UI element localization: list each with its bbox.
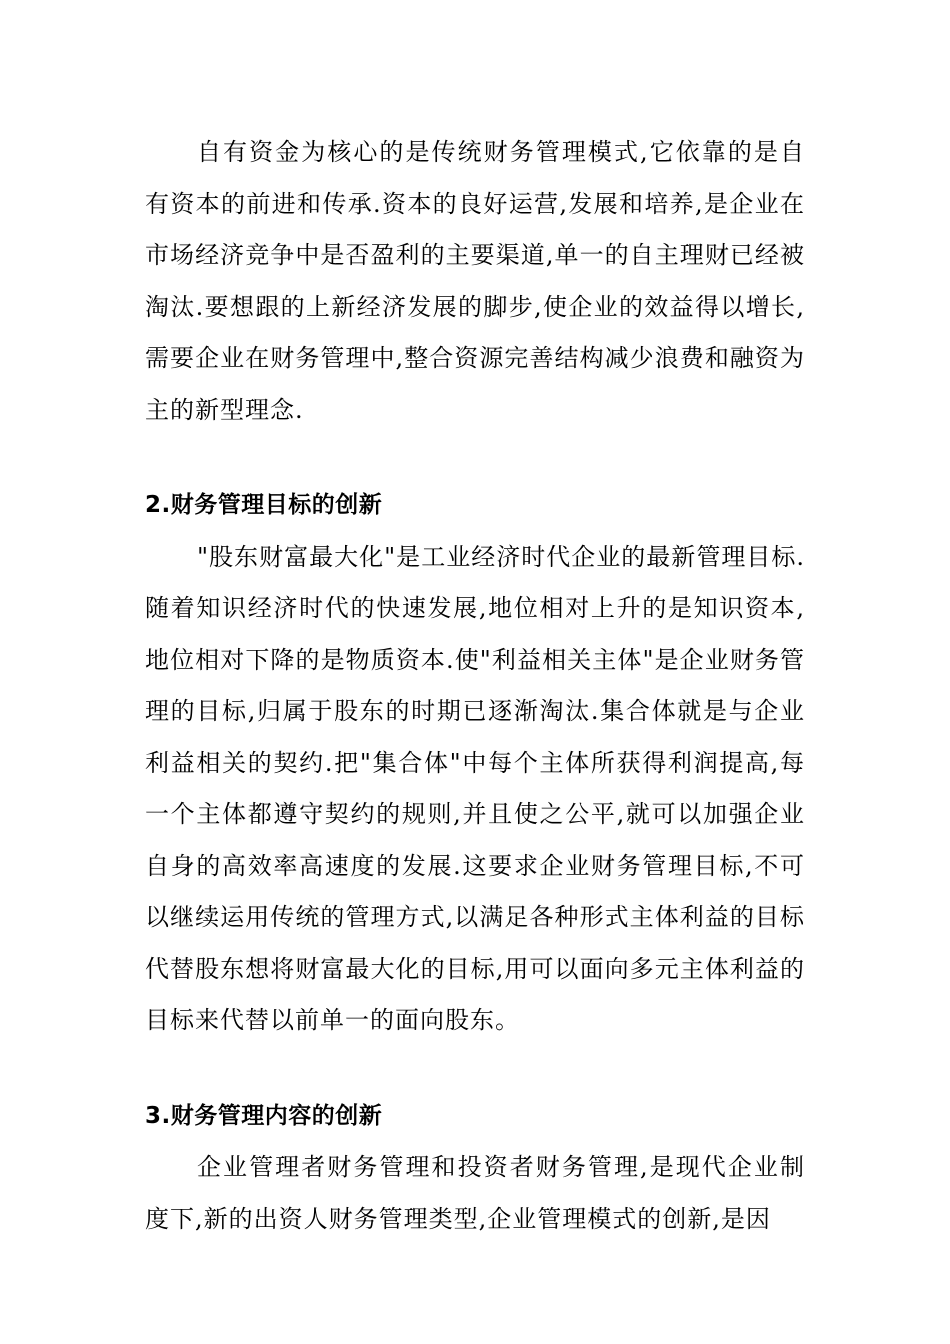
section-heading-content: 3.财务管理内容的创新 <box>145 1102 383 1129</box>
section-heading-goals: 2.财务管理目标的创新 <box>145 492 383 518</box>
body-paragraph: 自有资金为核心的是传统财务管理模式,它依靠的是自有资本的前进和传承.资本的良好运营,发展和培养,是企业在市场经济竞争中是否盈利的主要渠道,单一的自主理财已经被淘汰.要想跟的上新经济发展的脚步,使企业的效益得以增长,需要企业在财务管理中,整合资源完善结构减少浪费和融资为主的新型理念. <box>145 138 805 424</box>
body-paragraph: "股东财富最大化"是工业经济时代企业的最新管理目标.随着知识经济时代的快速发展,地位相对上升的是知识资本,地位相对下降的是物质资本.使"利益相关主体"是企业财务管理的目标,归属于股东的时期已逐渐淘汰.集合体就是与企业利益相关的契约.把"集合体"中每个主体所获得利润提高,每一个主体都遵守契约的规则,并且使之公平,就可以加强企业自身的高效率高速度的发展.这要求企业财务管理目标,不可以继续运用传统的管理方式,以满足各种形式主体利益的目标代替股东想将财富最大化的目标,用可以面向多元主体利益的目标来代替以前单一的面向股东。 <box>145 542 805 1034</box>
document-page <box>145 127 805 1245</box>
body-paragraph: 企业管理者财务管理和投资者财务管理,是现代企业制度下,新的出资人财务管理类型,企业管理模式的创新,是因 <box>145 1153 805 1233</box>
